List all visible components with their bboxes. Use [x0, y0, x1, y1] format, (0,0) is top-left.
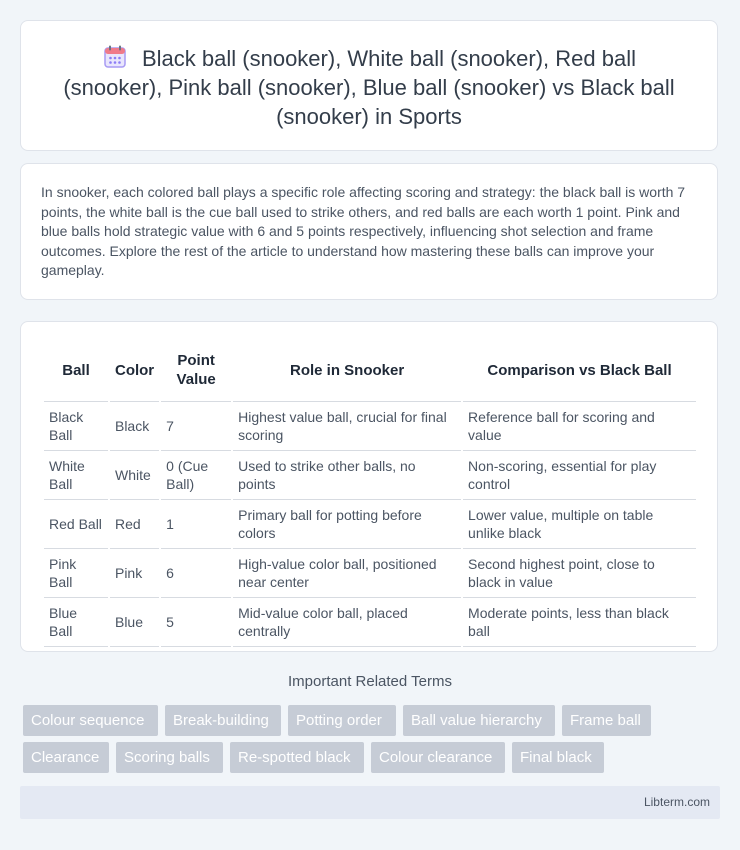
table-cell: Highest value ball, crucial for final scoring	[233, 402, 461, 451]
table-cell: 6	[161, 549, 231, 598]
table-cell: Red	[110, 500, 159, 549]
table-cell: White Ball	[44, 451, 108, 500]
related-term-tag[interactable]: Colour sequence	[23, 705, 158, 736]
table-cell: Pink	[110, 549, 159, 598]
table-cell: Red Ball	[44, 500, 108, 549]
table-cell: Blue	[110, 598, 159, 647]
column-header: Role in Snooker	[233, 339, 461, 402]
table-cell: Reference ball for scoring and value	[463, 402, 696, 451]
table-cell: Blue Ball	[44, 598, 108, 647]
table-cell: Non-scoring, essential for play control	[463, 451, 696, 500]
table-cell: Used to strike other balls, no points	[233, 451, 461, 500]
table-row	[44, 598, 696, 647]
table-row	[44, 451, 696, 500]
footer-site-link[interactable]: Libterm.com	[643, 795, 710, 809]
table-cell: Pink Ball	[44, 549, 108, 598]
comparison-table	[42, 339, 698, 647]
footer	[20, 786, 720, 819]
intro-card	[20, 163, 718, 300]
table-card	[20, 321, 718, 652]
table-header-row	[44, 339, 696, 402]
related-term-tag[interactable]: Break-building	[165, 705, 281, 736]
intro-paragraph: In snooker, each colored ball plays a specific role affecting scoring and strategy: the black ball is worth 7 points, the white ball is the cue ball used to strike others, and red balls are each worth 1 point. Pink and blue balls hold strategic value with 6 and 5 points respectively, influencing shot selection and frame outcomes. Explore the rest of the article to understand how mastering these balls can improve your gameplay.	[41, 184, 686, 278]
table-cell: Black Ball	[44, 402, 108, 451]
related-terms-heading: Important Related Terms	[288, 673, 452, 690]
table-cell: 1	[161, 500, 231, 549]
table-cell: Black	[110, 402, 159, 451]
table-cell: Second highest point, close to black in value	[463, 549, 696, 598]
related-term-tag[interactable]: Potting order	[288, 705, 396, 736]
table-cell: Mid-value color ball, placed centrally	[233, 598, 461, 647]
table-cell: Primary ball for potting before colors	[233, 500, 461, 549]
column-header: Point Value	[161, 339, 231, 402]
title-card	[20, 20, 718, 151]
table-row	[44, 500, 696, 549]
table-cell: 7	[161, 402, 231, 451]
related-term-tag[interactable]: Scoring balls	[116, 742, 223, 773]
table-row	[44, 402, 696, 451]
table-cell: 0 (Cue Ball)	[161, 451, 231, 500]
table-cell: White	[110, 451, 159, 500]
related-term-tag[interactable]: Ball value hierarchy	[403, 705, 555, 736]
column-header: Color	[110, 339, 159, 402]
related-term-tag[interactable]: Clearance	[23, 742, 109, 773]
related-term-tag[interactable]: Re-spotted black	[230, 742, 364, 773]
related-term-tag[interactable]: Colour clearance	[371, 742, 505, 773]
table-row	[44, 549, 696, 598]
column-header: Ball	[44, 339, 108, 402]
table-cell: Lower value, multiple on table unlike black	[463, 500, 696, 549]
table-cell: 5	[161, 598, 231, 647]
related-term-tag[interactable]: Frame ball	[562, 705, 651, 736]
table-cell: Moderate points, less than black ball	[463, 598, 696, 647]
related-term-tag[interactable]: Final black	[512, 742, 604, 773]
table-cell: High-value color ball, positioned near center	[233, 549, 461, 598]
calendar-icon	[102, 44, 128, 70]
page-title-text: Black ball (snooker), White ball (snooker), Red ball (snooker), Pink ball (snooker), Blue ball (snooker) vs Black ball (snooker) in Sports	[63, 46, 675, 129]
page-title	[21, 21, 717, 131]
column-header: Comparison vs Black Ball	[463, 339, 696, 402]
